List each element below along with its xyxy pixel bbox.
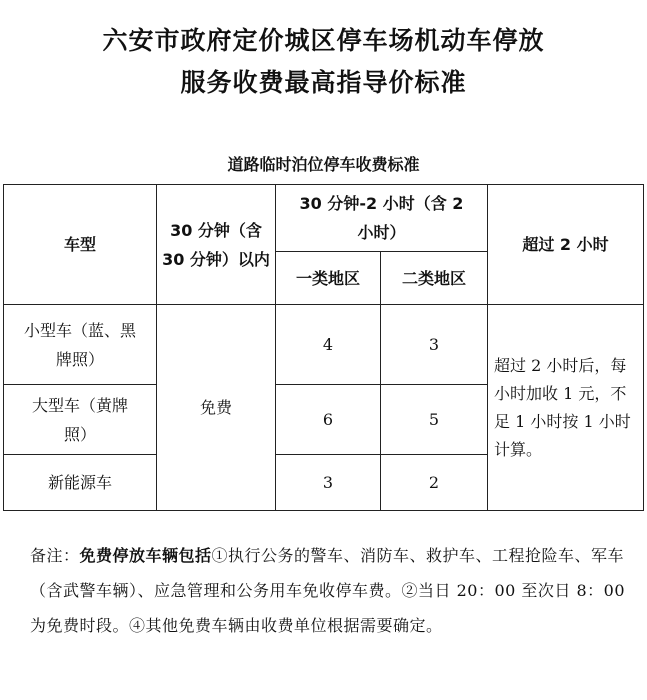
over-2h-rule: 超过 2 小时后，每小时加收 1 元，不足 1 小时按 1 小时计算。 — [488, 305, 644, 511]
document-title-line2: 服务收费最高指导价标准 — [180, 68, 467, 97]
remarks-bold: 免费停放车辆包括 — [79, 546, 212, 565]
remarks — [30, 538, 626, 643]
header-zone1: 一类地区 — [276, 252, 381, 305]
row-vehicle-type: 大型车（黄牌照） — [4, 385, 157, 455]
document-title-line1: 六安市政府定价城区停车场机动车停放 — [102, 26, 545, 55]
row-zone2-price: 2 — [381, 455, 488, 511]
header-over-2h: 超过 2 小时 — [488, 185, 644, 305]
header-30min-2h: 30 分钟-2 小时（含 2 小时） — [276, 185, 488, 252]
remarks-prefix: 备注： — [30, 546, 80, 565]
row-zone1-price: 3 — [276, 455, 381, 511]
row-zone1-price: 6 — [276, 385, 381, 455]
table-caption: 道路临时泊位停车收费标准 — [227, 155, 420, 174]
header-zone2: 二类地区 — [381, 252, 488, 305]
remarks-body: ①执行公务的警车、消防车、救护车、工程抢险车、军车（含武警车辆）、应急管理和公务用车免收停车费。②当日 20：00 至次日 8：00 为免费时段。④其他免费车辆由收费单位根据需要确定。 — [30, 546, 626, 635]
row-vehicle-type: 新能源车 — [4, 455, 157, 511]
row-vehicle-type: 小型车（蓝、黑牌照） — [4, 305, 157, 385]
fee-table — [3, 184, 644, 511]
header-under-30-min: 30 分钟（含 30 分钟）以内 — [157, 185, 276, 305]
header-vehicle-type: 车型 — [4, 185, 157, 305]
row-zone2-price: 5 — [381, 385, 488, 455]
free-cell: 免费 — [157, 305, 276, 511]
table-row — [4, 305, 644, 385]
row-zone1-price: 4 — [276, 305, 381, 385]
row-zone2-price: 3 — [381, 305, 488, 385]
